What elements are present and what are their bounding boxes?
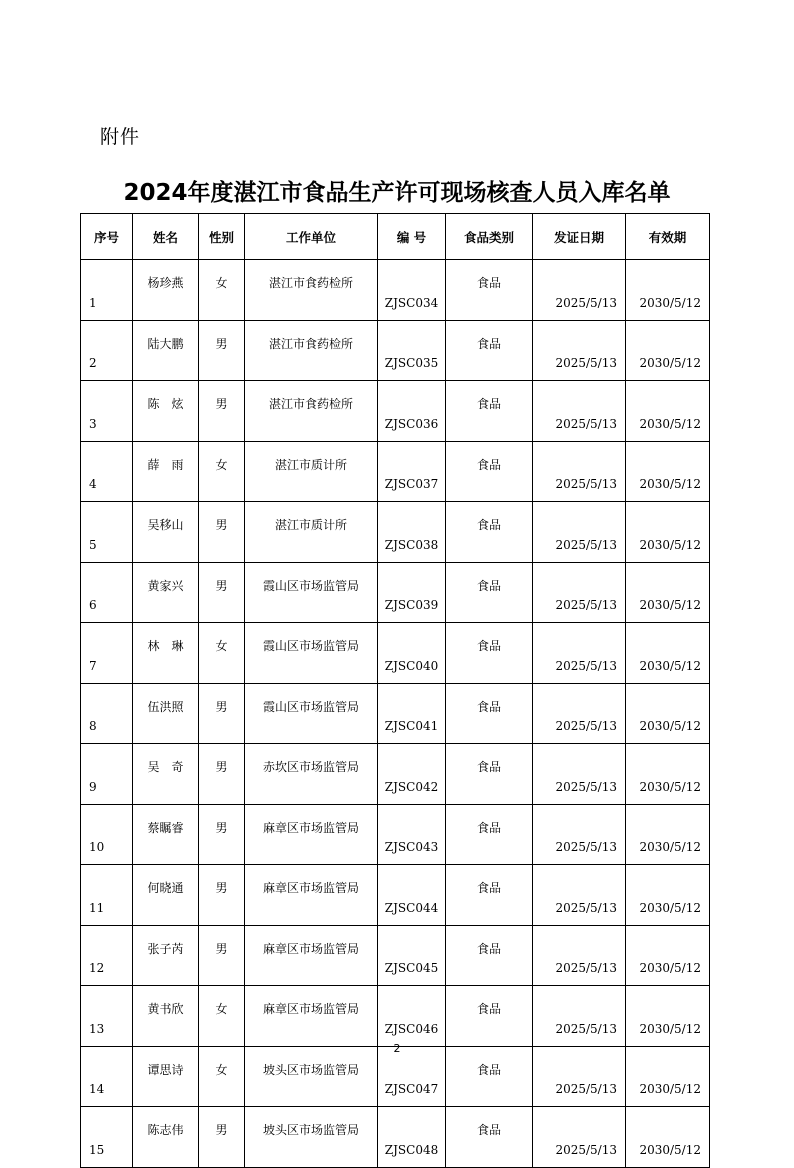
page-number: 2 xyxy=(393,1042,401,1055)
cell-validity: 2030/5/12 xyxy=(626,260,710,321)
cell-issue-date: 2025/5/13 xyxy=(533,502,626,563)
cell-validity: 2030/5/12 xyxy=(626,562,710,623)
cell-issue-date: 2025/5/13 xyxy=(533,865,626,926)
cell-gender: 男 xyxy=(199,865,245,926)
cell-gender: 女 xyxy=(199,1046,245,1107)
cell-validity: 2030/5/12 xyxy=(626,1046,710,1107)
cell-validity: 2030/5/12 xyxy=(626,986,710,1047)
table-row xyxy=(81,260,710,321)
table-row xyxy=(81,683,710,744)
table-row xyxy=(81,986,710,1047)
cell-validity: 2030/5/12 xyxy=(626,320,710,381)
table-row xyxy=(81,1046,710,1107)
cell-validity: 2030/5/12 xyxy=(626,441,710,502)
table-row xyxy=(81,562,710,623)
cell-validity: 2030/5/12 xyxy=(626,925,710,986)
cell-issue-date: 2025/5/13 xyxy=(533,623,626,684)
cell-index: 9 xyxy=(81,744,133,805)
cell-issue-date: 2025/5/13 xyxy=(533,804,626,865)
cell-validity: 2030/5/12 xyxy=(626,1107,710,1168)
cell-index: 2 xyxy=(81,320,133,381)
cell-code: ZJSC034 xyxy=(378,260,446,321)
cell-category: 食品 xyxy=(446,381,533,442)
table-header-row xyxy=(81,214,710,260)
table-row xyxy=(81,441,710,502)
cell-gender: 男 xyxy=(199,683,245,744)
cell-validity: 2030/5/12 xyxy=(626,502,710,563)
cell-unit: 赤坎区市场监管局 xyxy=(245,744,378,805)
header-validity: 有效期 xyxy=(626,214,710,260)
cell-gender: 男 xyxy=(199,1107,245,1168)
cell-index: 8 xyxy=(81,683,133,744)
attachment-label: 附件 xyxy=(100,126,141,148)
cell-index: 4 xyxy=(81,441,133,502)
cell-issue-date: 2025/5/13 xyxy=(533,683,626,744)
cell-code: ZJSC043 xyxy=(378,804,446,865)
cell-issue-date: 2025/5/13 xyxy=(533,381,626,442)
cell-name: 薛 雨 xyxy=(133,441,199,502)
table-row xyxy=(81,1107,710,1168)
cell-name: 张子芮 xyxy=(133,925,199,986)
cell-gender: 男 xyxy=(199,562,245,623)
cell-unit: 湛江市质计所 xyxy=(245,441,378,502)
cell-category: 食品 xyxy=(446,623,533,684)
table-row xyxy=(81,925,710,986)
cell-code: ZJSC044 xyxy=(378,865,446,926)
cell-unit: 湛江市食药检所 xyxy=(245,320,378,381)
cell-issue-date: 2025/5/13 xyxy=(533,441,626,502)
cell-code: ZJSC040 xyxy=(378,623,446,684)
cell-index: 14 xyxy=(81,1046,133,1107)
cell-category: 食品 xyxy=(446,562,533,623)
cell-category: 食品 xyxy=(446,744,533,805)
header-unit: 工作单位 xyxy=(245,214,378,260)
table-row xyxy=(81,804,710,865)
cell-index: 6 xyxy=(81,562,133,623)
cell-code: ZJSC038 xyxy=(378,502,446,563)
header-name: 姓名 xyxy=(133,214,199,260)
cell-name: 林 琳 xyxy=(133,623,199,684)
cell-gender: 男 xyxy=(199,320,245,381)
cell-validity: 2030/5/12 xyxy=(626,744,710,805)
cell-issue-date: 2025/5/13 xyxy=(533,744,626,805)
cell-name: 黄家兴 xyxy=(133,562,199,623)
cell-gender: 男 xyxy=(199,804,245,865)
cell-issue-date: 2025/5/13 xyxy=(533,562,626,623)
cell-category: 食品 xyxy=(446,865,533,926)
cell-gender: 女 xyxy=(199,260,245,321)
cell-validity: 2030/5/12 xyxy=(626,623,710,684)
cell-category: 食品 xyxy=(446,260,533,321)
cell-category: 食品 xyxy=(446,683,533,744)
cell-category: 食品 xyxy=(446,441,533,502)
header-index: 序号 xyxy=(81,214,133,260)
header-category: 食品类别 xyxy=(446,214,533,260)
cell-unit: 湛江市食药检所 xyxy=(245,260,378,321)
cell-gender: 女 xyxy=(199,441,245,502)
cell-name: 陆大鹏 xyxy=(133,320,199,381)
cell-unit: 湛江市质计所 xyxy=(245,502,378,563)
cell-category: 食品 xyxy=(446,1046,533,1107)
cell-unit: 霞山区市场监管局 xyxy=(245,683,378,744)
cell-unit: 霞山区市场监管局 xyxy=(245,623,378,684)
cell-index: 13 xyxy=(81,986,133,1047)
cell-category: 食品 xyxy=(446,1107,533,1168)
cell-index: 11 xyxy=(81,865,133,926)
cell-validity: 2030/5/12 xyxy=(626,865,710,926)
cell-category: 食品 xyxy=(446,925,533,986)
cell-name: 杨珍燕 xyxy=(133,260,199,321)
cell-category: 食品 xyxy=(446,804,533,865)
table-row xyxy=(81,381,710,442)
header-code: 编 号 xyxy=(378,214,446,260)
cell-name: 吴 奇 xyxy=(133,744,199,805)
cell-index: 7 xyxy=(81,623,133,684)
cell-issue-date: 2025/5/13 xyxy=(533,1046,626,1107)
cell-unit: 麻章区市场监管局 xyxy=(245,865,378,926)
cell-code: ZJSC045 xyxy=(378,925,446,986)
cell-gender: 女 xyxy=(199,986,245,1047)
table-row xyxy=(81,623,710,684)
header-gender: 性别 xyxy=(199,214,245,260)
cell-name: 蔡瞩睿 xyxy=(133,804,199,865)
cell-gender: 男 xyxy=(199,381,245,442)
table-row xyxy=(81,865,710,926)
document-title: 2024年度湛江市食品生产许可现场核查人员入库名单 xyxy=(123,180,671,206)
cell-unit: 坡头区市场监管局 xyxy=(245,1107,378,1168)
cell-category: 食品 xyxy=(446,320,533,381)
cell-code: ZJSC047 xyxy=(378,1046,446,1107)
cell-index: 1 xyxy=(81,260,133,321)
cell-index: 3 xyxy=(81,381,133,442)
cell-code: ZJSC046 xyxy=(378,986,446,1047)
cell-issue-date: 2025/5/13 xyxy=(533,320,626,381)
personnel-table xyxy=(80,213,710,1168)
cell-validity: 2030/5/12 xyxy=(626,683,710,744)
cell-issue-date: 2025/5/13 xyxy=(533,260,626,321)
cell-unit: 霞山区市场监管局 xyxy=(245,562,378,623)
cell-code: ZJSC037 xyxy=(378,441,446,502)
cell-gender: 女 xyxy=(199,623,245,684)
cell-gender: 男 xyxy=(199,925,245,986)
cell-code: ZJSC035 xyxy=(378,320,446,381)
table-body xyxy=(81,260,710,1168)
cell-category: 食品 xyxy=(446,502,533,563)
table-row xyxy=(81,744,710,805)
cell-validity: 2030/5/12 xyxy=(626,804,710,865)
cell-name: 何晓通 xyxy=(133,865,199,926)
cell-issue-date: 2025/5/13 xyxy=(533,925,626,986)
cell-name: 黄书欣 xyxy=(133,986,199,1047)
cell-category: 食品 xyxy=(446,986,533,1047)
cell-code: ZJSC036 xyxy=(378,381,446,442)
cell-unit: 麻章区市场监管局 xyxy=(245,804,378,865)
cell-name: 陈 炫 xyxy=(133,381,199,442)
cell-index: 10 xyxy=(81,804,133,865)
cell-name: 谭思诗 xyxy=(133,1046,199,1107)
cell-unit: 麻章区市场监管局 xyxy=(245,925,378,986)
cell-name: 陈志伟 xyxy=(133,1107,199,1168)
cell-index: 15 xyxy=(81,1107,133,1168)
cell-code: ZJSC039 xyxy=(378,562,446,623)
cell-code: ZJSC042 xyxy=(378,744,446,805)
cell-index: 5 xyxy=(81,502,133,563)
cell-gender: 男 xyxy=(199,744,245,805)
header-issue-date: 发证日期 xyxy=(533,214,626,260)
table-row xyxy=(81,502,710,563)
cell-issue-date: 2025/5/13 xyxy=(533,986,626,1047)
cell-validity: 2030/5/12 xyxy=(626,381,710,442)
cell-unit: 湛江市食药检所 xyxy=(245,381,378,442)
cell-code: ZJSC041 xyxy=(378,683,446,744)
cell-code: ZJSC048 xyxy=(378,1107,446,1168)
table-row xyxy=(81,320,710,381)
cell-issue-date: 2025/5/13 xyxy=(533,1107,626,1168)
cell-gender: 男 xyxy=(199,502,245,563)
cell-index: 12 xyxy=(81,925,133,986)
cell-name: 伍洪照 xyxy=(133,683,199,744)
cell-unit: 麻章区市场监管局 xyxy=(245,986,378,1047)
cell-unit: 坡头区市场监管局 xyxy=(245,1046,378,1107)
cell-name: 吴移山 xyxy=(133,502,199,563)
